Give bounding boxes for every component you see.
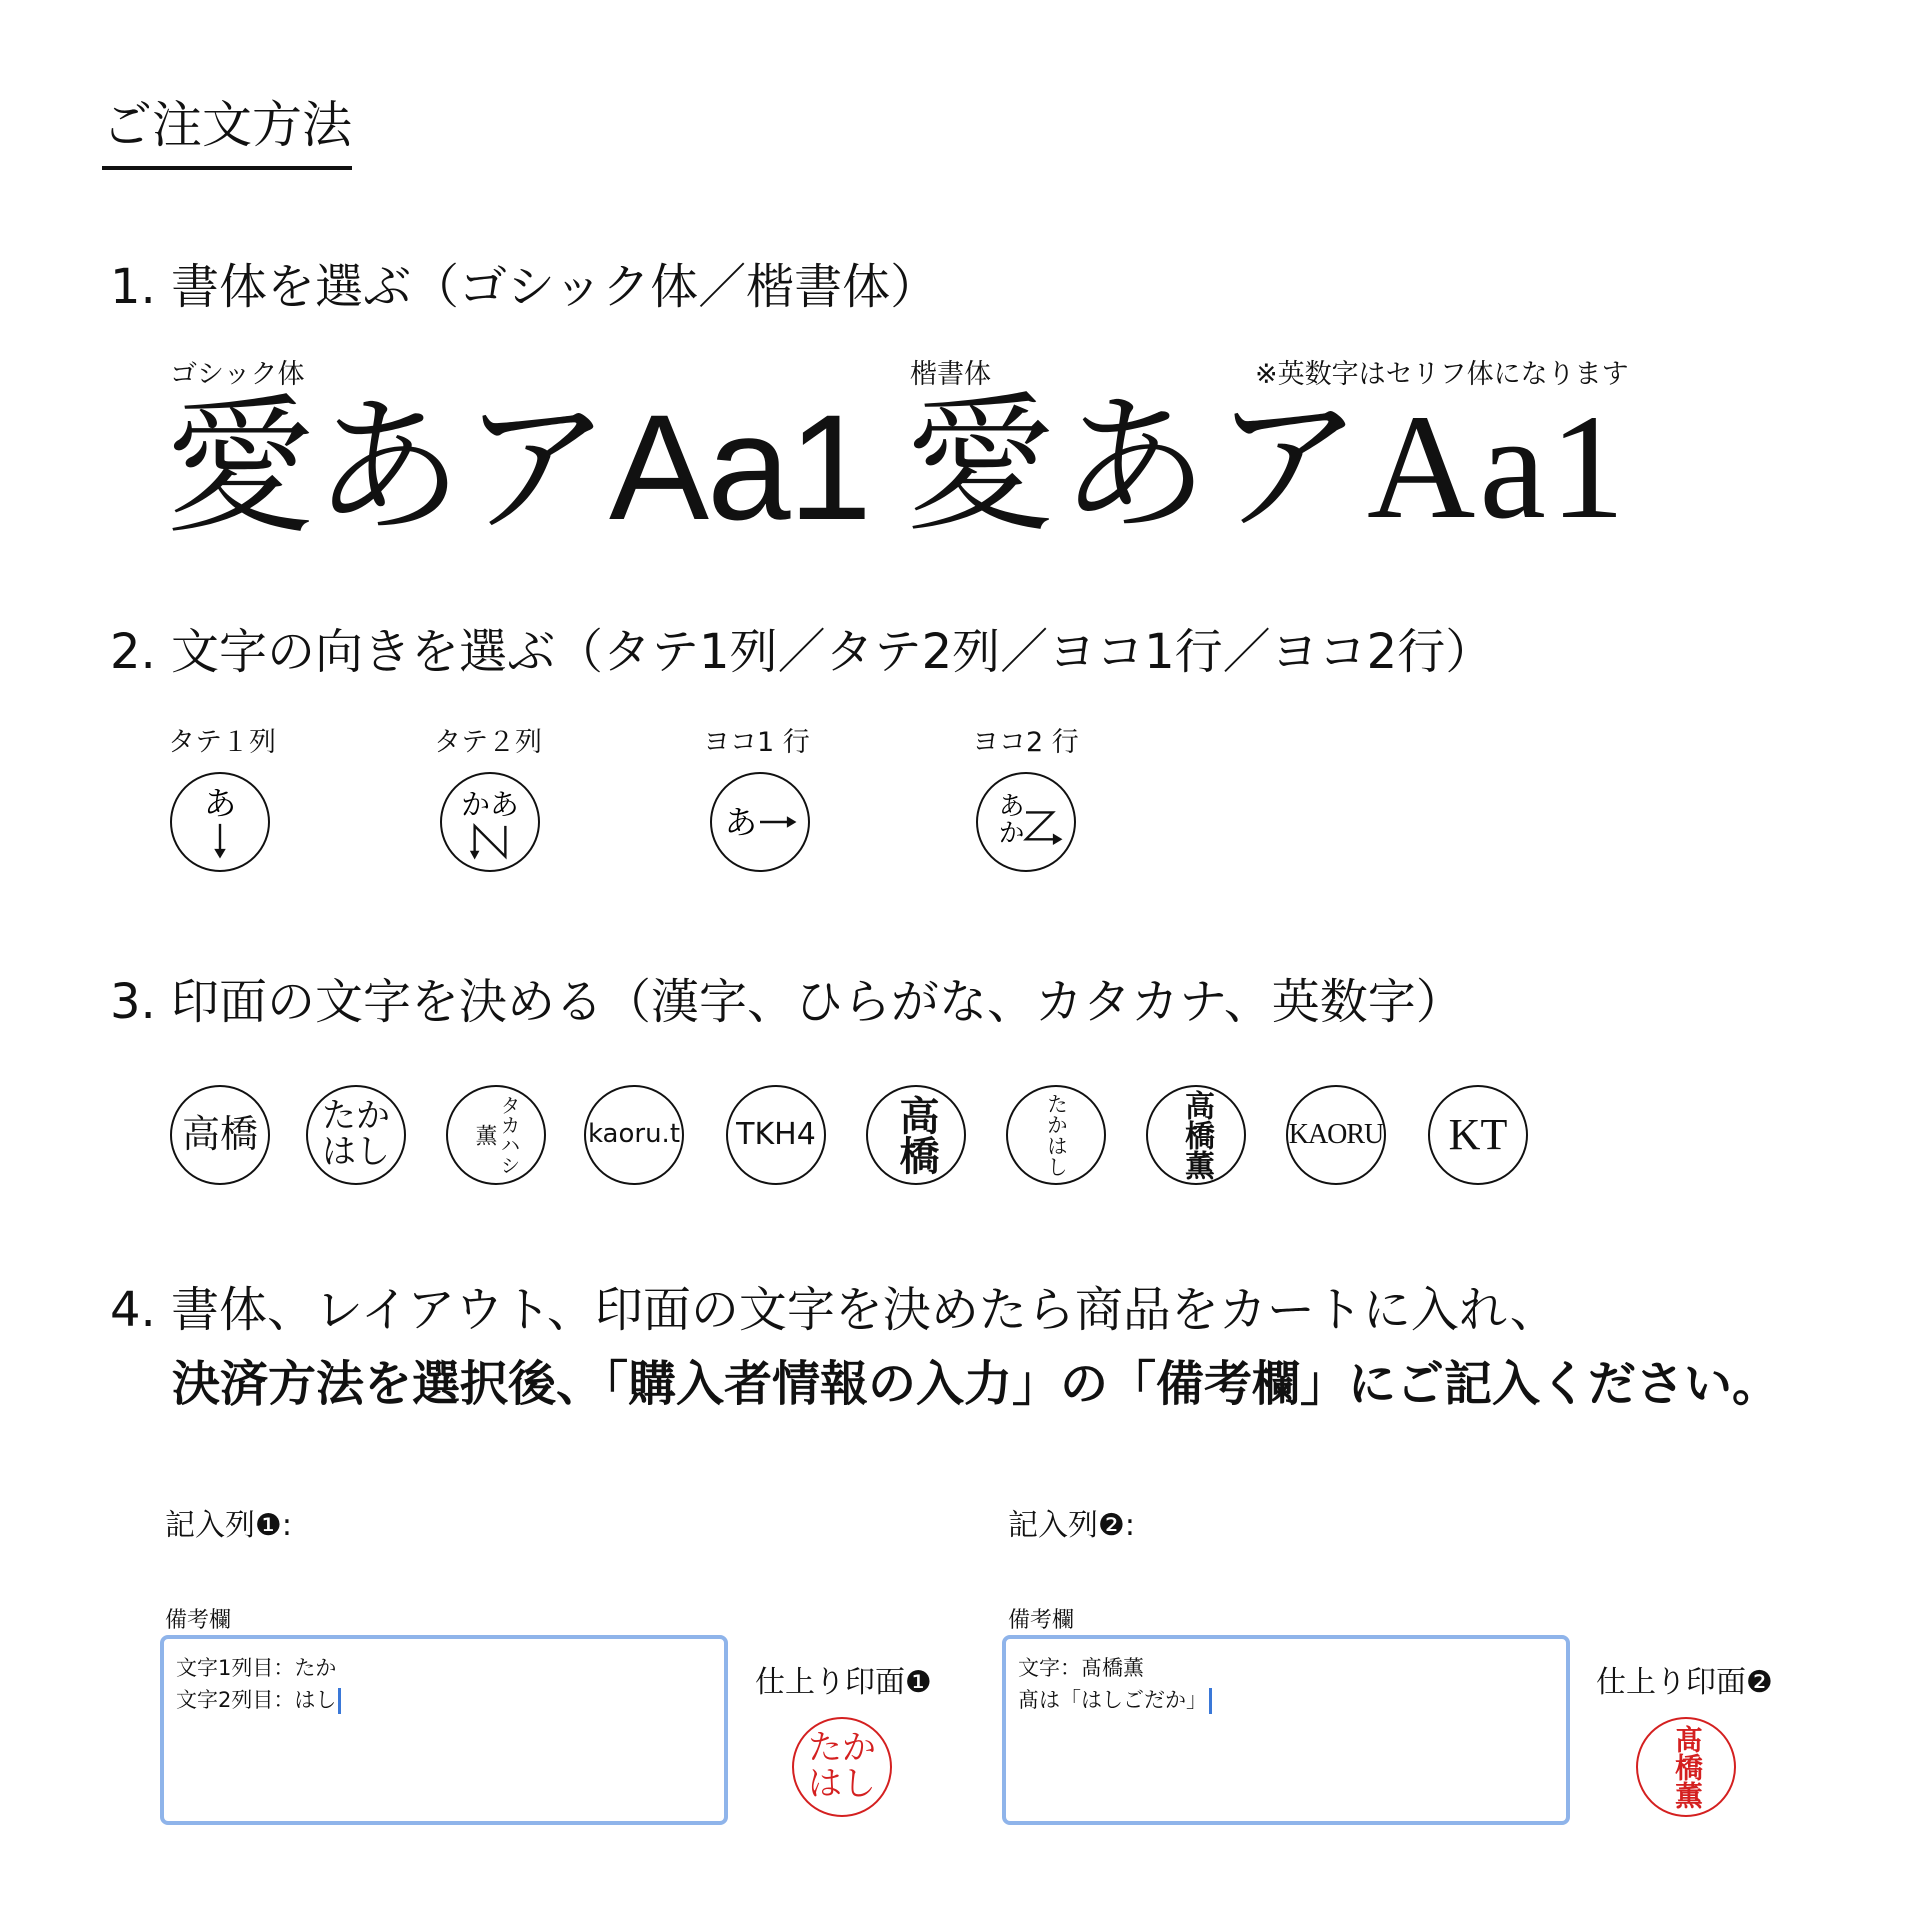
direction-yoko1-icon (710, 772, 810, 872)
page-title: ご注文方法 (102, 100, 352, 170)
gothic-sample: 愛あアAa1 (165, 383, 870, 551)
sample-circle-kanji-serif (866, 1085, 966, 1185)
sample-circle-alnum (726, 1085, 826, 1185)
stamp-text: たか (808, 1728, 876, 1769)
stamp-text: はし (808, 1764, 876, 1804)
step2-heading: 2. 文字の向きを選ぶ（タテ1列／タテ2列／ヨコ1行／ヨコ2行） (110, 624, 1494, 680)
gothic-label: ゴシック体 (170, 359, 305, 390)
step4-line2: 決済方法を選択後、「購入者情報の入力」の「備考欄」にご記入ください。 (172, 1356, 1781, 1412)
sample-text: KT (1448, 1109, 1508, 1159)
sample-circle-kanji (170, 1085, 270, 1185)
step4-line1: 4. 書体、レイアウト、印面の文字を決めたら商品をカートに入れ、 (110, 1282, 1558, 1338)
sample-text: たか (322, 1096, 390, 1137)
example2-remarks-field[interactable] (1002, 1635, 1570, 1825)
remarks-line: 文字2列目：はし (176, 1687, 337, 1712)
example1-stamp (792, 1717, 892, 1817)
direction-yoko2-icon (976, 772, 1076, 872)
sample-text: たかはし (1044, 1093, 1069, 1177)
kaisho-label: 楷書体 (910, 359, 991, 390)
direction-label-yoko2: ヨコ2 行 (972, 727, 1079, 758)
direction-tate2-chars: かあ (461, 787, 519, 822)
text-caret (1209, 1688, 1212, 1714)
example2-stamp (1636, 1717, 1736, 1817)
sample-circle-kanji3-serif (1146, 1085, 1246, 1185)
sample-circle-caps-serif (1286, 1085, 1386, 1185)
sample-text: 高橋 (894, 1095, 939, 1175)
direction-tate2-icon (440, 772, 540, 872)
sample-text: 高橋 (181, 1112, 258, 1157)
direction-yoko2-chars: あか (993, 791, 1025, 846)
sample-text: 薫 (472, 1124, 497, 1146)
direction-tate1-icon (170, 772, 270, 872)
example1-field-label: 備考欄 (165, 1608, 232, 1633)
sample-text: kaoru.t (587, 1119, 681, 1150)
sample-text: はし (322, 1132, 390, 1172)
remarks-line: 文字：髙橋薫 (1018, 1656, 1144, 1680)
direction-label-tate2: タテ２列 (434, 727, 542, 758)
example2-title: 記入列❷: (1008, 1508, 1136, 1543)
step1-heading: 1. 書体を選ぶ（ゴシック体／楷書体） (110, 259, 939, 315)
stamp-text: 髙橋薫 (1671, 1725, 1702, 1809)
sample-text: TKH4 (736, 1117, 816, 1153)
direction-yoko1-char: あ (724, 803, 758, 842)
sample-text: 高橋薫 (1180, 1090, 1213, 1180)
direction-label-tate1: タテ１列 (168, 727, 276, 758)
kaisho-sample: 愛あアAa1 (905, 384, 1629, 550)
example1-remarks-field[interactable] (160, 1635, 728, 1825)
sample-circle-hiragana-serif (1006, 1085, 1106, 1185)
step3-heading: 3. 印面の文字を決める（漢字、ひらがな、カタカナ、英数字） (110, 974, 1464, 1030)
example2-field-label: 備考欄 (1008, 1608, 1075, 1633)
remarks-line: 髙は「はしごだか」 (1018, 1687, 1207, 1712)
example1-finish-label: 仕上り印面❶ (755, 1665, 932, 1700)
sample-circle-katakana (446, 1085, 546, 1185)
direction-label-yoko1: ヨコ1 行 (703, 727, 810, 758)
sample-circle-initials-serif (1428, 1085, 1528, 1185)
direction-tate1-char: あ (203, 784, 237, 823)
example2-finish-label: 仕上り印面❷ (1596, 1665, 1773, 1700)
text-caret (338, 1688, 341, 1714)
sample-text: タカハシ (497, 1095, 521, 1175)
sample-circle-hiragana (306, 1085, 406, 1185)
remarks-line: 文字1列目：たか (176, 1656, 337, 1680)
example1-title: 記入列❶: (165, 1508, 293, 1543)
sample-text: KAORU (1288, 1119, 1384, 1151)
alnum-note: ※英数字はセリフ体になります (1255, 359, 1629, 390)
sample-circle-alpha (584, 1085, 684, 1185)
